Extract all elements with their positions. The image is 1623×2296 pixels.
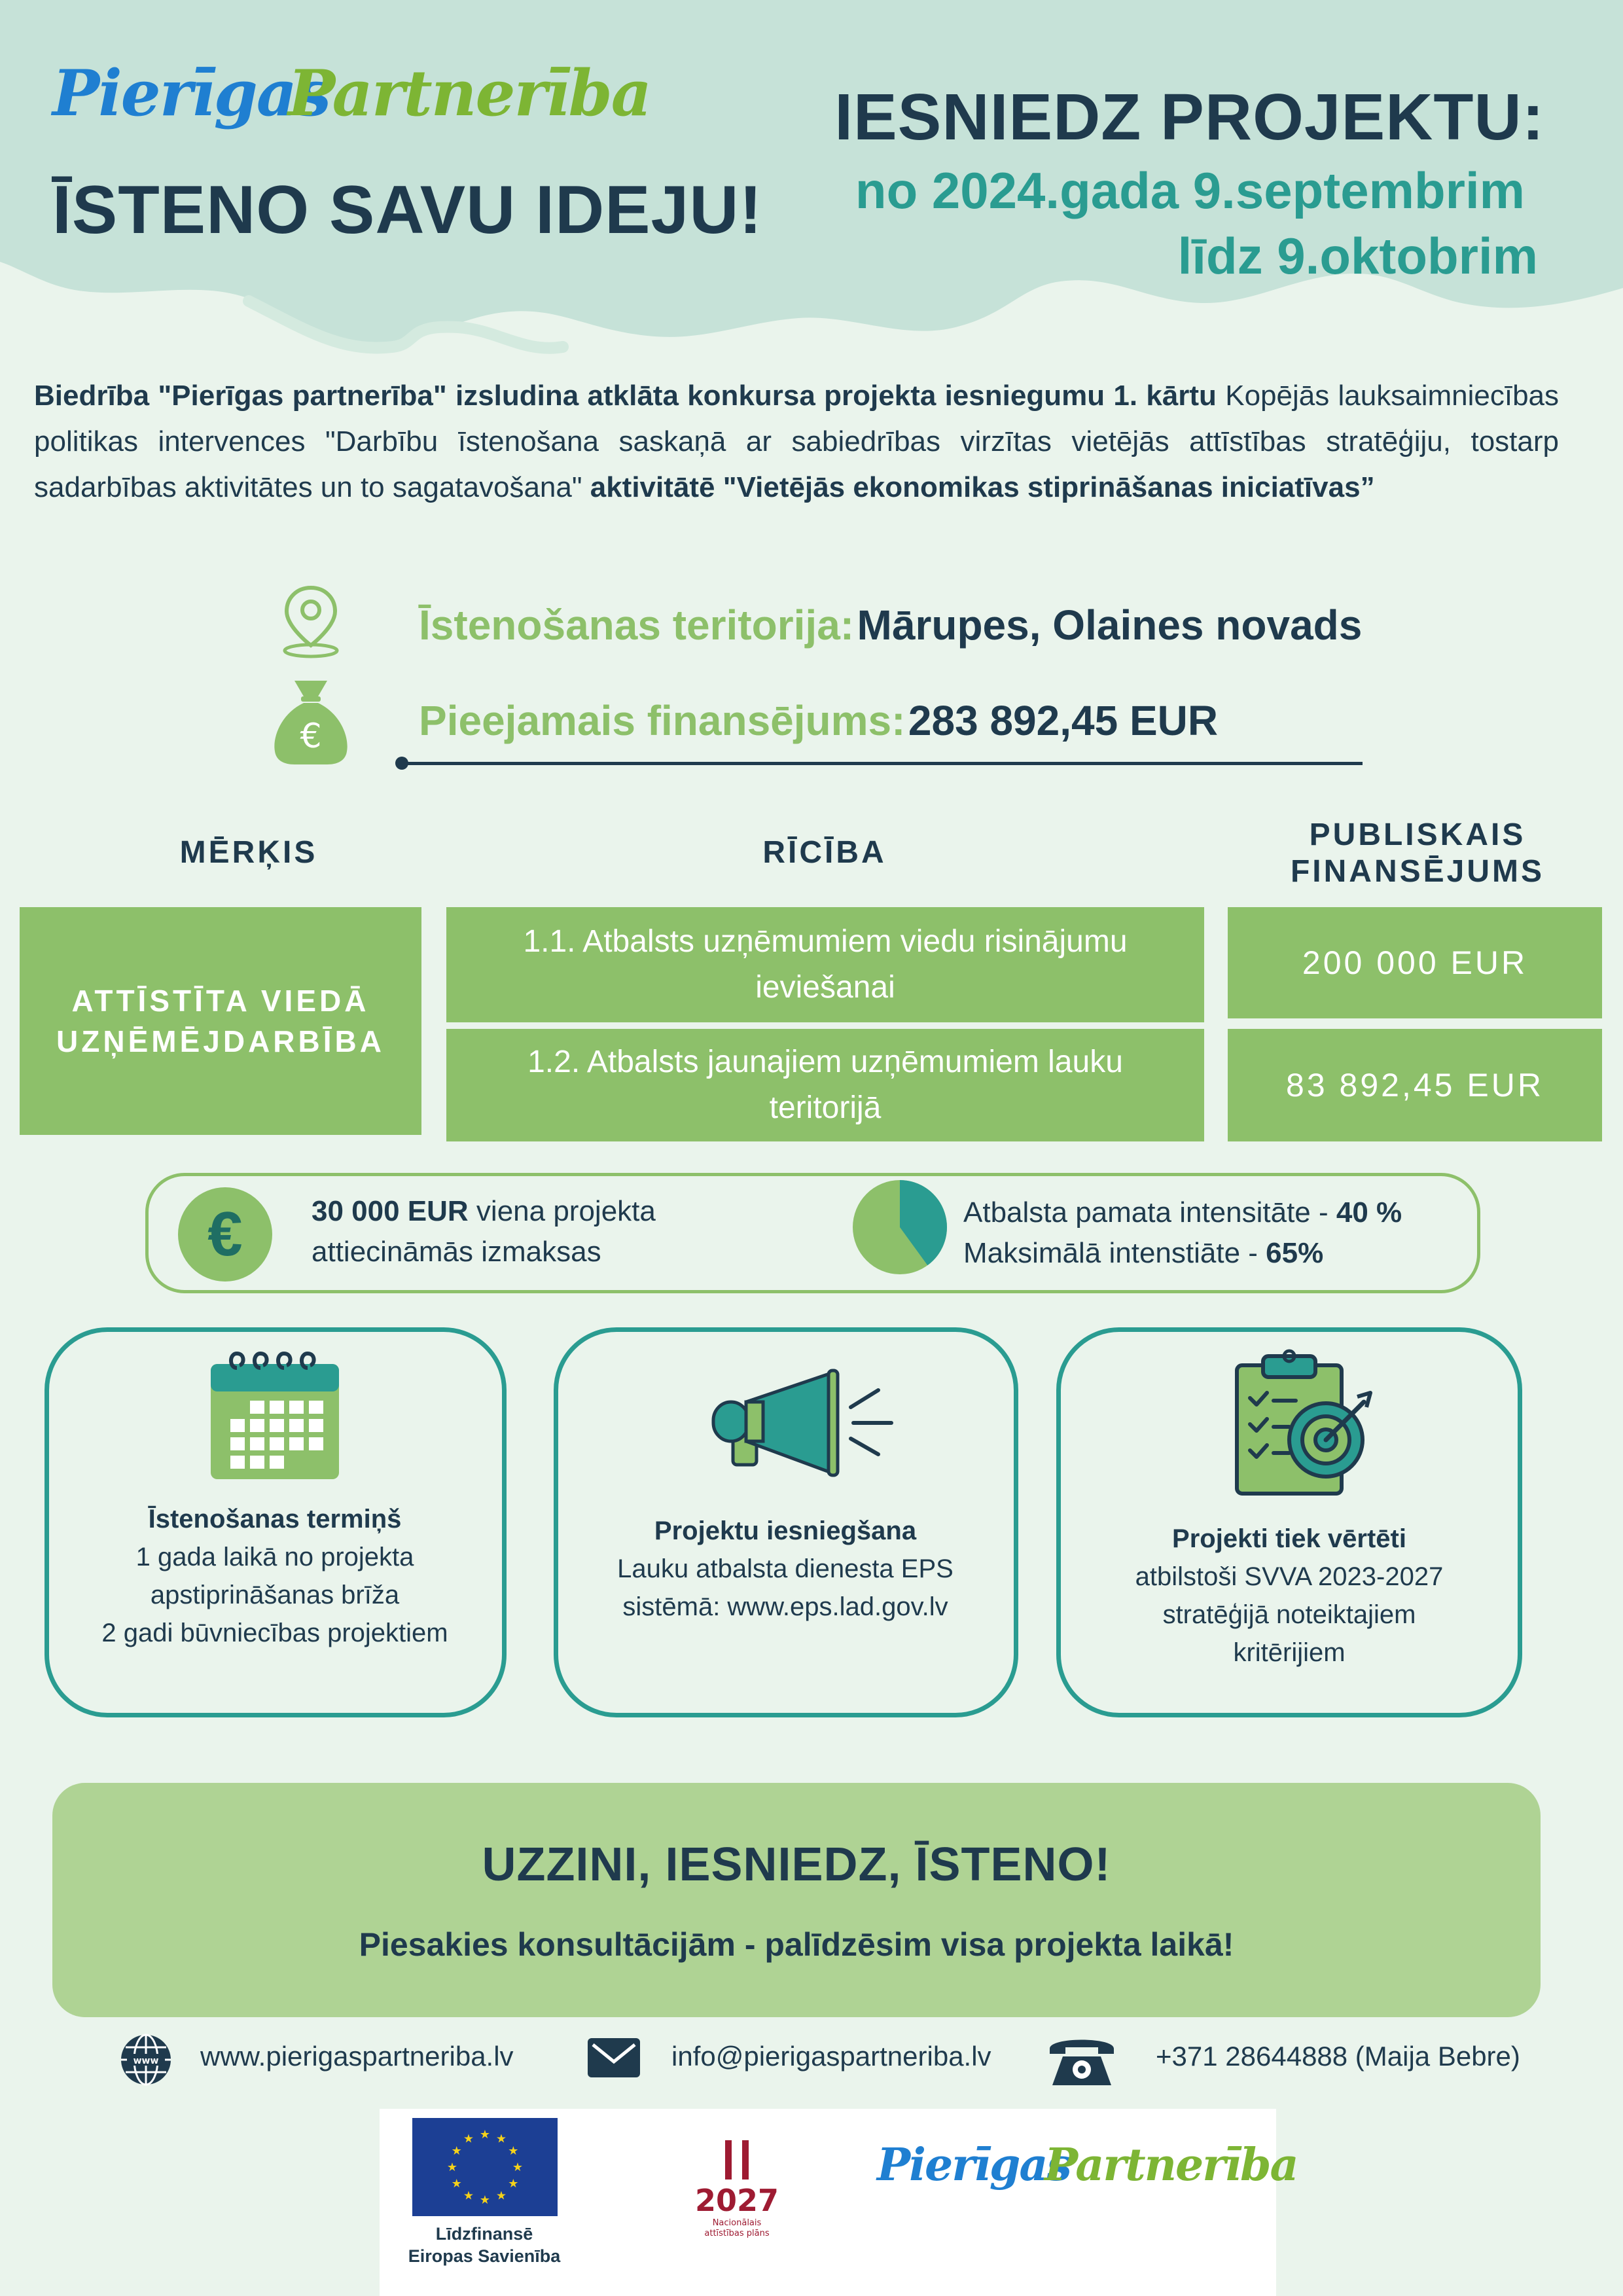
eu-star: ★ <box>495 2132 507 2146</box>
intensity-max-line <box>963 1233 1402 1274</box>
slogan-heading: ĪSTENO SAVU IDEJU! <box>52 172 763 248</box>
costs-text <box>312 1191 656 1272</box>
card2-line-1: Lauku atbalsta dienesta EPS <box>617 1554 954 1583</box>
money-bag-icon <box>268 674 353 766</box>
table-header-goal: MĒRĶIS <box>179 835 318 870</box>
card2-title: Projektu iesniegšana <box>654 1516 917 1545</box>
cta-banner <box>52 1783 1541 2017</box>
intro-bold-lead: Biedrība "Pierīgas partnerība" izsludina atklāta konkursa projekta iesniegumu 1. kārtu <box>34 380 1217 412</box>
eu-caption-line-2: Eiropas Savienība <box>408 2246 561 2266</box>
card1-line-3: 2 gadi būvniecības projektiem <box>101 1619 448 1647</box>
pie-chart-icon <box>851 1178 949 1276</box>
card1-line-1: 1 gada laikā no projekta <box>135 1543 414 1571</box>
location-pin-icon <box>275 583 347 661</box>
costs-amount-suffix: viena projekta <box>468 1195 656 1227</box>
table-header-action: RĪCĪBA <box>762 835 887 870</box>
card1-title: Īstenošanas termiņš <box>148 1505 402 1534</box>
date-from: no 2024.gada 9.septembrim <box>855 162 1525 219</box>
eu-flag-icon <box>412 2118 558 2216</box>
eu-star: ★ <box>495 2189 507 2203</box>
table-cell-action-2: 1.2. Atbalsts jaunajiem uzņēmumiem lauku teritorijā <box>446 1029 1204 1141</box>
card2-line-2: sistēmā: www.eps.lad.gov.lv <box>622 1592 948 1621</box>
intensity-base-label: Atbalsta pamata intensitāte - <box>963 1196 1336 1229</box>
logo-word-pierigas: Pierīgas <box>52 56 330 130</box>
territory-row <box>419 601 1362 649</box>
svg-text:www: www <box>133 2056 159 2066</box>
megaphone-icon <box>707 1368 903 1492</box>
intro-body: Kopējās lauksaimniecības politikas intervences "Darbību īstenošana saskaņā ar sabiedrības virzītas vietējās attīstības stratēģiju, tostarp sadarbības aktivitātes un to sagatavošana" <box>34 380 1560 503</box>
nap-line-2: attīstības plāns <box>704 2229 770 2238</box>
svg-text:€: € <box>300 717 322 756</box>
table-cell-goal: ATTĪSTĪTA VIEDĀ UZŅĒMĒJDARBĪBA <box>20 907 421 1135</box>
envelope-icon <box>586 2034 641 2081</box>
costs-amount: 30 000 EUR <box>312 1195 469 1227</box>
email-link[interactable]: info@pierigaspartneriba.lv <box>671 2041 991 2072</box>
globe-icon <box>118 2032 174 2088</box>
nap-line-1: Nacionālais <box>712 2218 762 2228</box>
intro-paragraph <box>34 373 1559 511</box>
eu-star: ★ <box>446 2161 458 2174</box>
intensity-text <box>963 1193 1402 1274</box>
territory-label: Īstenošanas teritorija: <box>419 601 855 649</box>
calendar-icon <box>196 1342 353 1486</box>
intensity-base-value: 40 % <box>1336 1196 1402 1229</box>
nap-year: 2027 <box>694 2183 779 2218</box>
card1-text <box>52 1500 497 1652</box>
table-header-funding: PUBLISKAIS FINANSĒJUMS <box>1290 817 1545 889</box>
eu-caption-line-1: Līdzfinansē <box>435 2224 533 2244</box>
finance-row <box>419 696 1218 745</box>
national-development-plan-logo <box>694 2135 785 2246</box>
intro-bold-tail: aktivitātē "Vietējās ekonomikas stiprināšanas iniciatīvas” <box>590 471 1375 503</box>
card3-line-3: kritērijiem <box>1233 1638 1346 1667</box>
eu-star: ★ <box>463 2132 474 2146</box>
card3-title: Projekti tiek vērtēti <box>1172 1524 1406 1553</box>
eu-star: ★ <box>479 2128 491 2142</box>
cta-title: UZZINI, IESNIEDZ, ĪSTENO! <box>482 1839 1111 1891</box>
card2-text <box>563 1512 1008 1626</box>
card3-text <box>1067 1520 1512 1672</box>
table-cell-action-1: 1.1. Atbalsts uzņēmumiem viedu risinājumu ieviešanai <box>446 907 1204 1022</box>
costs-line-1 <box>312 1191 656 1232</box>
eu-star: ★ <box>451 2144 462 2158</box>
card1-line-2: apstiprināšanas brīža <box>150 1581 400 1609</box>
finance-underline-dot <box>395 757 408 770</box>
date-to: līdz 9.oktobrim <box>1177 227 1538 285</box>
finance-label: Pieejamais finansējums: <box>419 697 906 744</box>
eu-caption <box>393 2223 576 2267</box>
clipboard-target-icon <box>1224 1348 1381 1499</box>
cta-subtitle: Piesakies konsultācijām - palīdzēsim visa projekta laikā! <box>359 1926 1234 1963</box>
card3-line-1: atbilstoši SVVA 2023-2027 <box>1135 1562 1444 1591</box>
euro-coin-icon: € <box>178 1187 272 1282</box>
intensity-base-line <box>963 1193 1402 1233</box>
finance-value: 283 892,45 EUR <box>908 697 1219 744</box>
costs-line-2: attiecināmās izmaksas <box>312 1236 601 1268</box>
intensity-max-label: Maksimālā intenstiāte - <box>963 1237 1266 1269</box>
finance-underline <box>401 762 1363 765</box>
eu-star: ★ <box>479 2193 491 2207</box>
telephone-icon <box>1046 2032 1118 2088</box>
table-cell-funding-2: 83 892,45 EUR <box>1228 1029 1602 1141</box>
website-link[interactable]: www.pierigaspartneriba.lv <box>200 2041 514 2072</box>
territory-value: Mārupes, Olaines novads <box>857 601 1363 649</box>
eu-star: ★ <box>512 2161 524 2174</box>
eu-star: ★ <box>508 2177 519 2191</box>
table-cell-funding-1: 200 000 EUR <box>1228 907 1602 1018</box>
eu-star: ★ <box>508 2144 519 2158</box>
logo-word-partneriba: Partnerība <box>288 56 651 130</box>
eu-star: ★ <box>451 2177 462 2191</box>
card3-line-2: stratēģijā noteiktajiem <box>1162 1600 1416 1629</box>
phone-link[interactable]: +371 28644888 (Maija Bebre) <box>1156 2041 1520 2072</box>
submit-title: IESNIEDZ PROJEKTU: <box>834 81 1544 154</box>
footer-logo-word-partneriba: Partnerība <box>1044 2139 1298 2191</box>
eu-star: ★ <box>463 2189 474 2203</box>
footer-logo-word-pierigas: Pierīgas <box>877 2139 1071 2191</box>
intensity-max-value: 65% <box>1266 1237 1324 1269</box>
